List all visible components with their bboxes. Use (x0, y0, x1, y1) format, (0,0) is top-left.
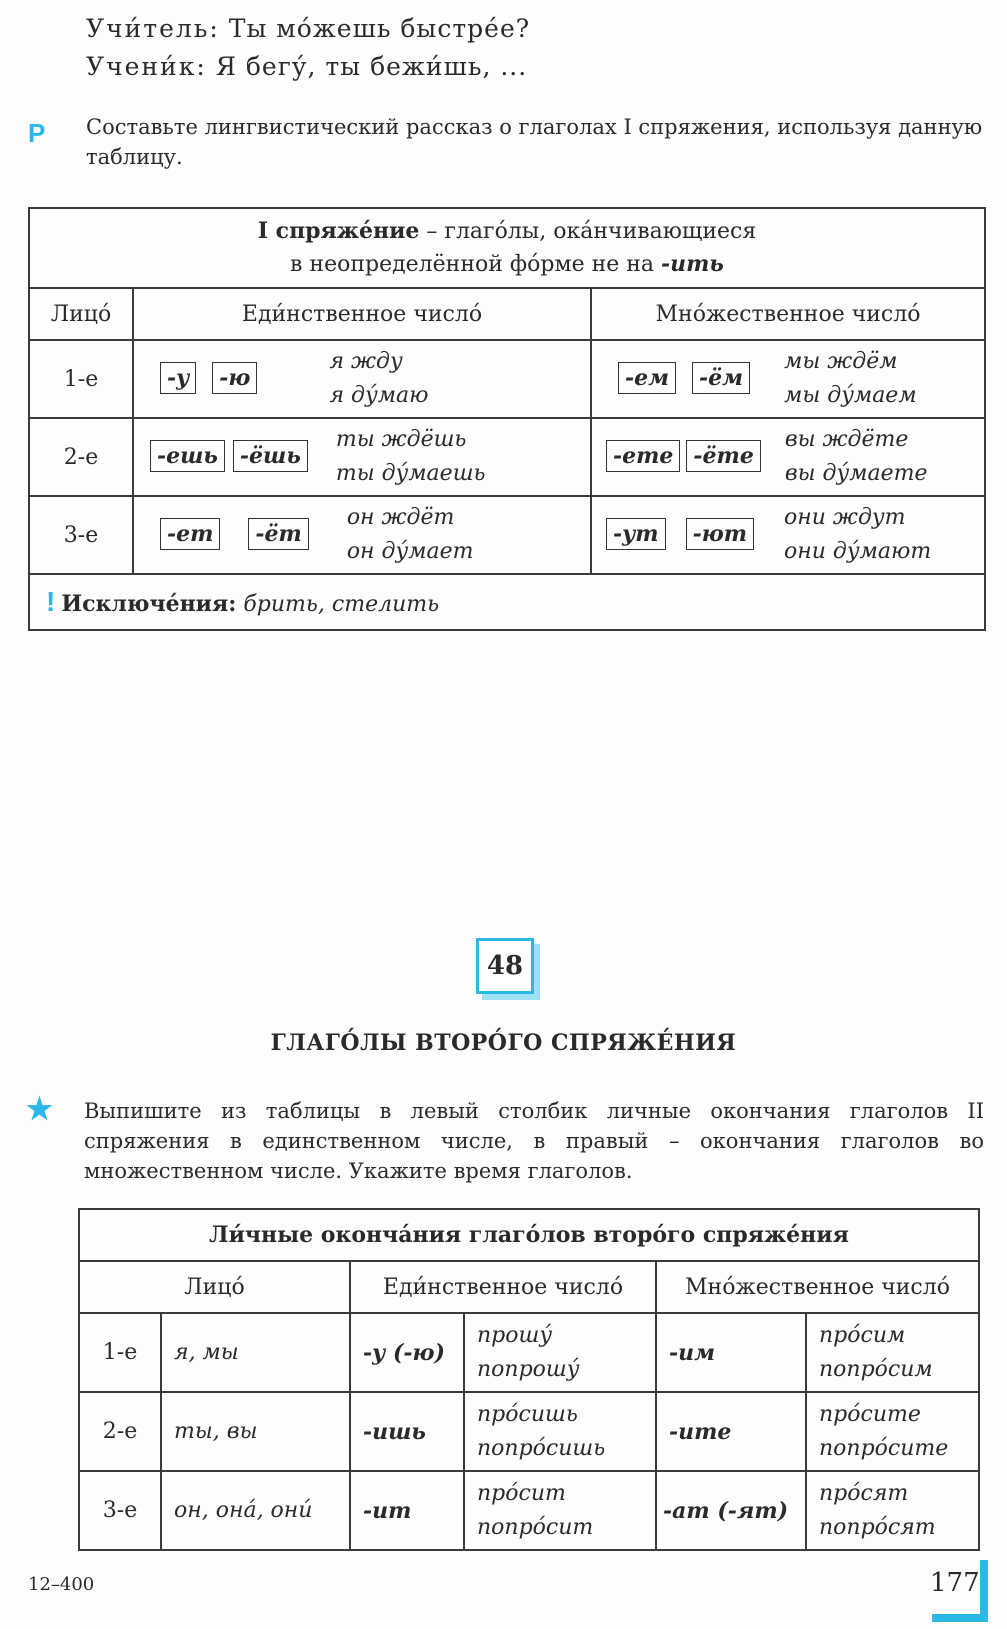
plural-ending: -ите (656, 1392, 806, 1471)
table-row (79, 1471, 979, 1550)
face-cell: 3-е (29, 496, 133, 574)
ending-box: -ю (212, 362, 257, 394)
example: вы ждёте вы ду́маете (784, 427, 928, 486)
plural-cell (591, 340, 985, 418)
ending-box: -ете (606, 440, 680, 472)
col-face: Лицо́ (29, 288, 133, 340)
pronoun-cell: он, она́, они́ (161, 1471, 350, 1550)
page-corner-decoration (932, 1614, 988, 1622)
header-bold: I спряже́ние (257, 218, 420, 244)
dialog-text: Я бегу́, ты бежи́шь, ... (215, 52, 528, 81)
example: он ждёт он ду́мает (346, 505, 474, 564)
star-icon: ★ (26, 1093, 53, 1126)
face-cell: 1-е (29, 340, 133, 418)
table-header (29, 208, 985, 288)
plural-ending: -ат (-ят) (656, 1471, 806, 1550)
plural-ending: -им (656, 1313, 806, 1392)
exclamation-icon: ! (46, 586, 56, 617)
table-row (29, 496, 985, 574)
face-cell: 2-е (29, 418, 133, 496)
header-suffix: -ить (661, 251, 724, 277)
header-line2: в неопределённой фо́рме не на (290, 252, 662, 277)
dialog-role: Учени́к: (86, 52, 207, 81)
ending-box: -ешь (150, 440, 225, 472)
plural-example: про́сят попро́сят (806, 1471, 979, 1550)
ending-box: -ёте (686, 440, 760, 472)
second-conjugation-table (78, 1208, 980, 1551)
col-face: Лицо́ (79, 1261, 350, 1313)
ending-box: -ет (160, 518, 220, 550)
dialog (86, 10, 530, 86)
ending-box: -ёшь (233, 440, 308, 472)
dialog-line-teacher (86, 10, 530, 48)
print-code: 12–400 (28, 1574, 95, 1595)
header-rest: – глаго́лы, ока́нчивающиеся (419, 219, 757, 244)
lesson-title: ГЛАГО́ЛЫ ВТОРО́ГО СПРЯЖЕ́НИЯ (270, 1030, 737, 1056)
singular-ending: -у (-ю) (350, 1313, 464, 1392)
plural-example: про́сите попро́сите (806, 1392, 979, 1471)
col-plural: Мно́жественное число́ (656, 1261, 979, 1313)
face-cell: 2-е (79, 1392, 161, 1471)
singular-example: про́сишь попро́сишь (464, 1392, 656, 1471)
example: они ждут они ду́мают (784, 505, 932, 564)
dialog-text: Ты мо́жешь быстре́е? (228, 14, 531, 43)
plural-cell (591, 418, 985, 496)
pronoun-cell: я, мы (161, 1313, 350, 1392)
ending-box: -ёт (248, 518, 308, 550)
table-row (29, 418, 985, 496)
face-cell: 1-е (79, 1313, 161, 1392)
table-row (79, 1313, 979, 1392)
table-row (79, 1392, 979, 1471)
first-conjugation-table (28, 207, 986, 631)
page-corner-decoration (980, 1560, 988, 1622)
ending-box: -ют (686, 518, 754, 550)
example: мы ждём мы ду́маем (784, 349, 917, 408)
singular-example: прошу́ попрошу́ (464, 1313, 656, 1392)
dialog-line-student (86, 48, 530, 86)
page-number: 177 (930, 1568, 980, 1598)
col-singular: Еди́нственное число́ (350, 1261, 656, 1313)
ending-box: -ём (692, 362, 750, 394)
example: ты ждёшь ты ду́маешь (335, 427, 486, 486)
dialog-role: Учи́тель: (86, 14, 220, 43)
task-star-text: Выпишите из таблицы в левый столбик личные окончания глаголов II спряжения в единственном числе, в правый – окончания глаголов во множественном числе. Укажите время глаголов. (84, 1099, 984, 1183)
exceptions-words: брить, стелить (243, 592, 440, 617)
singular-ending: -ишь (350, 1392, 464, 1471)
singular-cell (133, 496, 591, 574)
task-marker-r-icon: Р (28, 118, 46, 148)
singular-cell (133, 340, 591, 418)
singular-cell (133, 418, 591, 496)
exceptions-label: Исключе́ния: (61, 591, 237, 617)
singular-example: про́сит попро́сит (464, 1471, 656, 1550)
face-cell: 3-е (79, 1471, 161, 1550)
plural-example: про́сим попро́сим (806, 1313, 979, 1392)
ending-box: -ем (618, 362, 676, 394)
pronoun-cell: ты, вы (161, 1392, 350, 1471)
ending-box: -у (160, 362, 196, 394)
lesson-number-badge: 48 (476, 938, 534, 994)
ending-box: -ут (606, 518, 666, 550)
table2-title: Ли́чные оконча́ния глаго́лов второ́го спряже́ния (79, 1209, 979, 1261)
table-row (29, 340, 985, 418)
task-p-text: Составьте лингвистический рассказ о глаголах I спряжения, используя данную таблицу. (86, 115, 983, 169)
plural-cell (591, 496, 985, 574)
col-plural: Мно́жественное число́ (591, 288, 985, 340)
example: я жду я ду́маю (329, 349, 429, 408)
col-singular: Еди́нственное число́ (133, 288, 591, 340)
exceptions-row (29, 574, 985, 630)
singular-ending: -ит (350, 1471, 464, 1550)
